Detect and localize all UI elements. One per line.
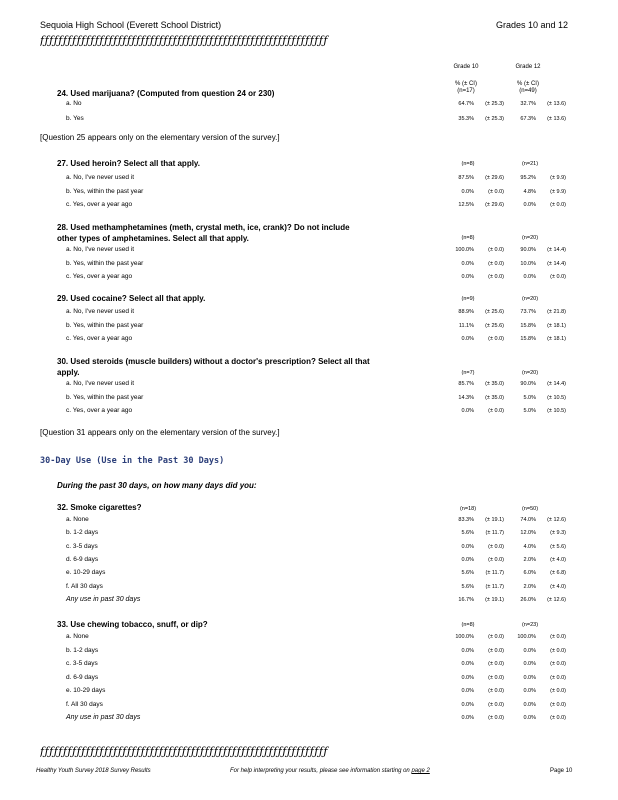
q28-row-g12: 10.0% bbox=[520, 260, 536, 267]
page-header-grades: Grades 10 and 12 bbox=[496, 20, 569, 30]
q32-row-g10: 5.6% bbox=[461, 583, 474, 590]
q28-row-g10: 0.0% bbox=[461, 274, 474, 280]
question-29-title: 29. Used cocaine? Select all that apply. bbox=[57, 294, 206, 303]
q32-n-grade12: (n=50) bbox=[521, 506, 539, 512]
q24-row-ci12: (± 13.6) bbox=[547, 101, 566, 107]
q33-row-ci10: (± 0.0) bbox=[488, 688, 504, 694]
question-30-title: 30. Used steroids (muscle builders) without a doctor's prescription? Select all that apply. bbox=[57, 357, 370, 377]
q32-row-g12: 2.0% bbox=[523, 583, 536, 590]
q33-row-ci10: (± 0.0) bbox=[488, 701, 504, 708]
q29-n-grade10: (n=9) bbox=[461, 296, 475, 302]
q33-row-ci10: (± 0.0) bbox=[488, 661, 504, 667]
q27-row-g12: 0.0% bbox=[523, 202, 536, 208]
col-grade12-header: Grade 12 bbox=[515, 64, 541, 70]
q32-row-ci10: (± 11.7) bbox=[485, 570, 504, 577]
footer-help-prefix: For help interpreting your results, please see information starting on bbox=[230, 768, 412, 774]
q33-row-g12: 0.0% bbox=[523, 701, 536, 708]
q29-row-g10: 11.1% bbox=[458, 322, 474, 329]
q30-row-ci12: (± 14.4) bbox=[547, 381, 566, 387]
q33-row-ci12: (± 0.0) bbox=[550, 701, 566, 708]
q33-row-g10: 0.0% bbox=[461, 674, 474, 681]
q29-row-ci10: (± 25.6) bbox=[485, 322, 504, 329]
q27-row-g10: 87.5% bbox=[458, 175, 474, 181]
q32-row-g12: 6.0% bbox=[523, 570, 536, 577]
q30-row-g12: 5.0% bbox=[523, 408, 536, 414]
q24-row-ci10: (± 25.3) bbox=[485, 101, 504, 107]
q32-row-g12: 74.0% bbox=[520, 517, 536, 523]
q32-row-g12: 26.0% bbox=[520, 596, 536, 603]
q33-row-ci12: (± 0.0) bbox=[550, 674, 566, 681]
q29-row-label: c. Yes, over a year ago bbox=[66, 335, 133, 342]
q33-row-ci12: (± 0.0) bbox=[550, 647, 566, 654]
q29-row-ci10: (± 25.6) bbox=[485, 309, 504, 315]
q32-row-g10: 5.6% bbox=[461, 570, 474, 577]
q32-row-label: c. 3-5 days bbox=[66, 542, 98, 550]
q33-row-g10: 0.0% bbox=[461, 701, 474, 708]
q32-row-ci12: (± 6.8) bbox=[550, 570, 566, 577]
q24-row-g12: 67.3% bbox=[520, 116, 536, 122]
footer-page-number: Page 10 bbox=[550, 768, 573, 774]
q28-row-label: c. Yes, over a year ago bbox=[66, 273, 133, 280]
col-grade10-pct-label: % (± CI) bbox=[455, 81, 477, 87]
q33-n-grade12: (n=23) bbox=[521, 622, 539, 628]
q30-row-label: c. Yes, over a year ago bbox=[66, 407, 133, 414]
q30-row-ci12: (± 10.5) bbox=[547, 394, 566, 401]
q27-row-ci12: (± 9.9) bbox=[550, 188, 566, 195]
footer-help-text bbox=[230, 768, 430, 774]
q29-row-label: a. No, I've never used it bbox=[66, 308, 135, 315]
q32-row-g10: 83.3% bbox=[458, 517, 474, 523]
q32-row-ci12: (± 5.6) bbox=[550, 543, 566, 550]
q33-row-ci12: (± 0.0) bbox=[550, 634, 566, 640]
q33-row-ci12: (± 0.0) bbox=[550, 688, 566, 694]
q28-row-label: b. Yes, within the past year bbox=[66, 259, 144, 267]
footer-survey-name-text: Healthy Youth Survey 2018 Survey Results bbox=[36, 768, 151, 774]
q29-n-grade12: (n=20) bbox=[521, 296, 539, 302]
q33-row-g10: 0.0% bbox=[461, 688, 474, 694]
q24-row-g10: 64.7% bbox=[458, 101, 474, 107]
q32-row-ci10: (± 11.7) bbox=[485, 530, 504, 537]
question-24-title: 24. Used marijuana? (Computed from question 24 or 230) bbox=[57, 89, 275, 98]
q27-row-g12: 95.2% bbox=[520, 175, 536, 181]
q28-row-ci10: (± 0.0) bbox=[488, 274, 504, 280]
q27-row-g12: 4.8% bbox=[523, 188, 536, 195]
q24-row-ci10: (± 25.3) bbox=[485, 116, 504, 122]
q32-row-label: f. All 30 days bbox=[66, 582, 103, 590]
q33-row-label: f. All 30 days bbox=[66, 700, 103, 708]
q32-row-ci12: (± 12.6) bbox=[547, 596, 566, 603]
q24-row-g12: 32.7% bbox=[520, 101, 536, 107]
q30-row-g10: 0.0% bbox=[461, 408, 474, 414]
q32-row-label: a. None bbox=[66, 516, 89, 523]
q30-n-grade10: (n=7) bbox=[461, 370, 475, 376]
q28-row-g12: 90.0% bbox=[520, 247, 536, 253]
q29-row-g12: 15.8% bbox=[520, 322, 536, 329]
q24-row-g10: 35.3% bbox=[458, 116, 474, 122]
q33-row-g12: 0.0% bbox=[523, 647, 536, 654]
q27-row-label: a. No, I've never used it bbox=[66, 174, 135, 181]
q33-row-g12: 100.0% bbox=[517, 634, 536, 640]
q28-n-grade12: (n=20) bbox=[521, 235, 539, 241]
q29-row-g12: 73.7% bbox=[520, 309, 536, 315]
q30-row-g12: 90.0% bbox=[520, 381, 536, 387]
q33-row-label: Any use in past 30 days bbox=[66, 714, 141, 721]
q32-row-ci10: (± 11.7) bbox=[485, 583, 504, 590]
q32-row-label: d. 6-9 days bbox=[66, 555, 99, 563]
q32-row-ci12: (± 4.0) bbox=[550, 583, 566, 590]
q27-row-g10: 0.0% bbox=[461, 188, 474, 195]
q24-row-label: b. Yes bbox=[66, 115, 84, 122]
q24-row-label: a. No bbox=[66, 100, 82, 107]
q28-row-ci12: (± 0.0) bbox=[550, 274, 566, 280]
q32-row-ci10: (± 19.1) bbox=[485, 517, 504, 523]
q30-row-g12: 5.0% bbox=[523, 394, 536, 401]
q28-row-ci10: (± 0.0) bbox=[488, 247, 504, 253]
q33-row-g12: 0.0% bbox=[523, 661, 536, 667]
header-divider: ƒƒƒƒƒƒƒƒƒƒƒƒƒƒƒƒƒƒƒƒƒƒƒƒƒƒƒƒƒƒƒƒƒƒƒƒƒƒƒƒƒƒƒƒƒƒƒƒƒƒƒƒƒƒƒƒƒƒƒƒƒƒƒ bbox=[40, 34, 328, 47]
q29-row-label: b. Yes, within the past year bbox=[66, 321, 144, 329]
q32-row-g10: 5.6% bbox=[461, 530, 474, 537]
q30-row-ci10: (± 35.0) bbox=[485, 381, 504, 387]
q30-row-label: a. No, I've never used it bbox=[66, 380, 135, 387]
q27-row-ci10: (± 29.6) bbox=[485, 202, 504, 208]
q33-row-label: c. 3-5 days bbox=[66, 660, 98, 667]
q27-row-ci10: (± 0.0) bbox=[488, 188, 504, 195]
q24-row-ci12: (± 13.6) bbox=[547, 116, 566, 122]
q30-row-ci10: (± 0.0) bbox=[488, 408, 504, 414]
q33-row-label: b. 1-2 days bbox=[66, 646, 99, 654]
q32-row-g12: 12.0% bbox=[520, 530, 536, 537]
q27-row-g10: 12.5% bbox=[458, 202, 474, 208]
q33-row-ci10: (± 0.0) bbox=[488, 715, 504, 721]
question-28-title: 28. Used methamphetamines (meth, crystal meth, ice, crank)? Do not include other types of amphetamines. Select all that apply. bbox=[57, 223, 350, 243]
q32-row-label: e. 10-29 days bbox=[66, 569, 106, 577]
q32-row-ci12: (± 4.0) bbox=[550, 556, 566, 563]
q28-row-ci12: (± 14.4) bbox=[547, 260, 566, 267]
q29-row-g10: 0.0% bbox=[461, 336, 474, 342]
page-header-school: Sequoia High School (Everett School District) bbox=[40, 20, 222, 30]
q33-row-g10: 100.0% bbox=[455, 634, 474, 640]
q32-n-grade10: (n=18) bbox=[459, 506, 477, 512]
q32-row-ci12: (± 12.6) bbox=[547, 517, 566, 523]
note-question-31: [Question 31 appears only on the elementary version of the survey.] bbox=[40, 428, 280, 437]
q32-row-g10: 0.0% bbox=[461, 556, 474, 563]
section-intro: During the past 30 days, on how many days did you: bbox=[57, 481, 257, 490]
q33-row-g10: 0.0% bbox=[461, 661, 474, 667]
note-question-25: [Question 25 appears only on the elementary version of the survey.] bbox=[40, 133, 280, 142]
question-33-title: 33. Use chewing tobacco, snuff, or dip? bbox=[57, 620, 208, 629]
q32-row-ci10: (± 0.0) bbox=[488, 556, 504, 563]
q28-row-label: a. No, I've never used it bbox=[66, 246, 135, 253]
q28-row-ci10: (± 0.0) bbox=[488, 260, 504, 267]
q28-row-g12: 0.0% bbox=[523, 274, 536, 280]
q27-row-label: b. Yes, within the past year bbox=[66, 187, 144, 195]
q33-row-label: a. None bbox=[66, 633, 89, 640]
q27-row-label: c. Yes, over a year ago bbox=[66, 201, 133, 208]
q32-row-g12: 4.0% bbox=[523, 543, 536, 550]
q33-n-grade10: (n=8) bbox=[461, 622, 475, 628]
q29-row-ci10: (± 0.0) bbox=[488, 336, 504, 342]
q27-n-grade12: (n=21) bbox=[521, 161, 539, 167]
q33-row-ci12: (± 0.0) bbox=[550, 661, 566, 667]
q33-row-ci10: (± 0.0) bbox=[488, 647, 504, 654]
q32-row-g10: 0.0% bbox=[461, 543, 474, 550]
q28-row-ci12: (± 14.4) bbox=[547, 247, 566, 253]
question-27-title: 27. Used heroin? Select all that apply. bbox=[57, 159, 201, 168]
q30-n-grade12: (n=20) bbox=[521, 370, 539, 376]
q32-row-ci10: (± 19.1) bbox=[485, 596, 504, 603]
q30-row-ci12: (± 10.5) bbox=[547, 408, 566, 414]
footer-survey-name bbox=[36, 768, 151, 774]
q32-row-ci12: (± 9.3) bbox=[550, 530, 566, 537]
col-grade12-pct-label: % (± CI) bbox=[517, 81, 539, 87]
q33-row-label: e. 10-29 days bbox=[66, 687, 106, 694]
q30-row-g10: 14.3% bbox=[458, 394, 474, 401]
q29-row-ci12: (± 18.1) bbox=[547, 322, 566, 329]
section-title-30day: 30-Day Use (Use in the Past 30 Days) bbox=[40, 456, 225, 466]
q33-row-g10: 0.0% bbox=[461, 715, 474, 721]
q30-row-g10: 85.7% bbox=[458, 381, 474, 387]
question-32-title: 32. Smoke cigarettes? bbox=[57, 503, 142, 512]
q33-row-label: d. 6-9 days bbox=[66, 673, 99, 681]
col-grade10-n: (n=17) bbox=[457, 88, 475, 94]
q32-row-label: Any use in past 30 days bbox=[66, 595, 141, 603]
q32-row-ci10: (± 0.0) bbox=[488, 543, 504, 550]
q29-row-ci12: (± 18.1) bbox=[547, 336, 566, 342]
col-grade12-n: (n=49) bbox=[519, 88, 537, 94]
q33-row-g12: 0.0% bbox=[523, 715, 536, 721]
q28-n-grade10: (n=8) bbox=[461, 235, 475, 241]
col-grade10-header: Grade 10 bbox=[453, 64, 479, 70]
q33-row-ci12: (± 0.0) bbox=[550, 715, 566, 721]
q28-row-g10: 100.0% bbox=[455, 247, 474, 253]
q32-row-g12: 2.0% bbox=[523, 556, 536, 563]
q30-row-label: b. Yes, within the past year bbox=[66, 393, 144, 401]
footer-page-link[interactable]: page 2 bbox=[411, 768, 430, 774]
q27-row-ci10: (± 29.6) bbox=[485, 175, 504, 181]
q33-row-ci10: (± 0.0) bbox=[488, 634, 504, 640]
q29-row-g10: 88.9% bbox=[458, 309, 474, 315]
q33-row-g12: 0.0% bbox=[523, 674, 536, 681]
q32-row-label: b. 1-2 days bbox=[66, 529, 99, 537]
q33-row-g12: 0.0% bbox=[523, 688, 536, 694]
q28-row-g10: 0.0% bbox=[461, 260, 474, 267]
q29-row-ci12: (± 21.8) bbox=[547, 309, 566, 315]
q29-row-g12: 15.8% bbox=[520, 336, 536, 342]
q30-row-ci10: (± 35.0) bbox=[485, 394, 504, 401]
q27-row-ci12: (± 0.0) bbox=[550, 202, 566, 208]
q32-row-g10: 16.7% bbox=[458, 596, 474, 603]
q33-row-g10: 0.0% bbox=[461, 647, 474, 654]
q33-row-ci10: (± 0.0) bbox=[488, 674, 504, 681]
q27-n-grade10: (n=8) bbox=[461, 161, 475, 167]
footer-divider: ƒƒƒƒƒƒƒƒƒƒƒƒƒƒƒƒƒƒƒƒƒƒƒƒƒƒƒƒƒƒƒƒƒƒƒƒƒƒƒƒƒƒƒƒƒƒƒƒƒƒƒƒƒƒƒƒƒƒƒƒƒƒƒ bbox=[40, 745, 328, 758]
q27-row-ci12: (± 9.9) bbox=[550, 175, 566, 181]
